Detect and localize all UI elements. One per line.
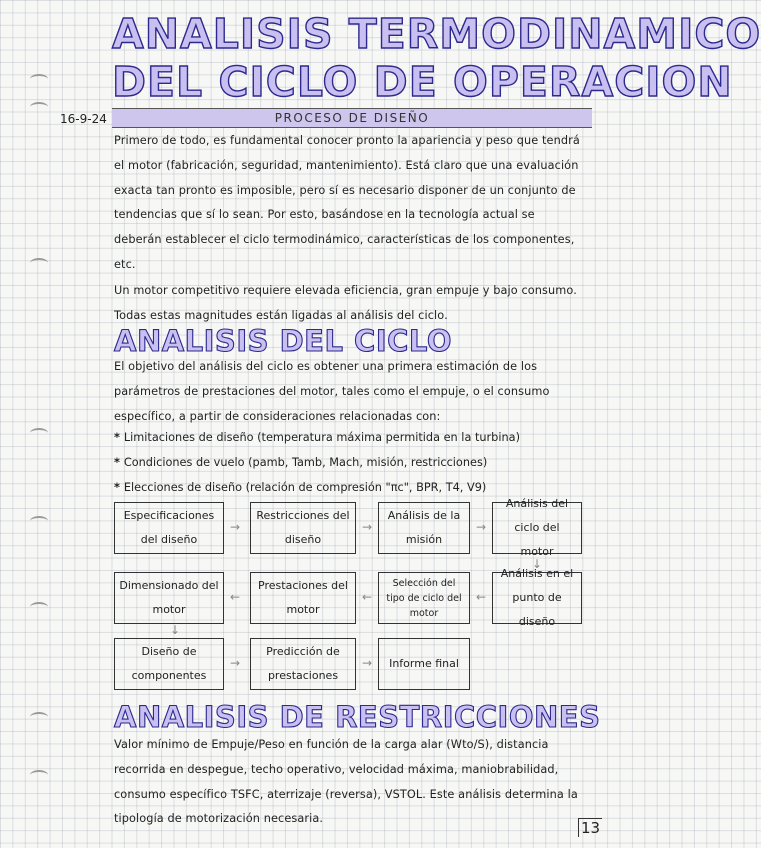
- page-title-line1: ANALISIS TERMODINAMICO: [112, 10, 761, 58]
- list-item: * Condiciones de vuelo (pamb, Tamb, Mach, misión, restricciones): [114, 451, 584, 476]
- section-subtitle: PROCESO DE DISEÑO: [112, 108, 592, 128]
- design-factors-list: [114, 426, 584, 500]
- arrow-right-icon: →: [362, 656, 373, 670]
- box-analisis-ciclo-motor: Análisis del ciclo del motor: [492, 502, 582, 554]
- binder-hole: [30, 712, 48, 722]
- list-item: * Elecciones de diseño (relación de compresión "πc", BPR, T4, V9): [114, 476, 584, 501]
- list-item: * Limitaciones de diseño (temperatura máxima permitida en la turbina): [114, 426, 584, 451]
- page-title-line2: DEL CICLO DE OPERACION: [112, 58, 733, 106]
- box-prediccion-prestaciones: Predicción de prestaciones: [250, 638, 356, 690]
- box-restricciones: Restricciones del diseño: [250, 502, 356, 554]
- intro-paragraph-2: Un motor competitivo requiere elevada eficiencia, gran empuje y bajo consumo. Todas estas magnitudes están ligadas al análisis del ciclo.: [114, 284, 577, 322]
- box-analisis-punto-diseno: Análisis en el punto de diseño: [492, 572, 582, 624]
- box-diseno-componentes: Diseño de componentes: [114, 638, 224, 690]
- binder-hole: [30, 770, 48, 780]
- box-seleccion-tipo-ciclo: Selección del tipo de ciclo del motor: [378, 572, 470, 624]
- heading-analisis-restricciones: ANALISIS DE RESTRICCIONES: [114, 700, 601, 734]
- binder-hole: [30, 428, 48, 438]
- arrow-down-icon: ↓: [532, 557, 543, 571]
- box-informe-final: Informe final: [378, 638, 470, 690]
- box-especificaciones: Especificaciones del diseño: [114, 502, 224, 554]
- binder-hole: [30, 602, 48, 612]
- arrow-right-icon: →: [362, 520, 373, 534]
- page-number: 13: [578, 818, 602, 837]
- heading-analisis-ciclo: ANALISIS DEL CICLO: [114, 324, 452, 358]
- arrow-right-icon: →: [476, 520, 487, 534]
- restricciones-paragraph: Valor mínimo de Empuje/Peso en función de la carga alar (Wto/S), distancia recorrida en despegue, techo operativo, velocidad máxima, maniobrabilidad, consumo específico TSFC, aterrizaje (reversa), VSTOL. Este análisis determina la tipología de motorización necesaria.: [114, 738, 578, 826]
- box-prestaciones-motor: Prestaciones del motor: [250, 572, 356, 624]
- binder-hole: [30, 258, 48, 268]
- binder-hole: [30, 516, 48, 526]
- arrow-left-icon: ←: [230, 590, 241, 604]
- date-label: 16-9-24: [60, 112, 107, 126]
- intro-paragraph: Primero de todo, es fundamental conocer pronto la apariencia y peso que tendrá el motor (fabricación, seguridad, mantenimiento). Está claro que una evaluación exacta tan pronto es imposible, pero sí es necesario disponer de un conjunto de tendencias que sí lo sean. Por esto, basándose en la tecnología actual se deberán establecer el ciclo termodinámico, características de los componentes, etc.: [114, 134, 580, 271]
- ciclo-paragraph: El objetivo del análisis del ciclo es obtener una primera estimación de los parámetros de prestaciones del motor, tales como el empuje, o el consumo específico, a partir de consideraciones relacionadas con:: [114, 360, 550, 423]
- binder-hole: [30, 102, 48, 112]
- arrow-left-icon: ←: [362, 590, 373, 604]
- box-analisis-mision: Análisis de la misión: [378, 502, 470, 554]
- arrow-right-icon: →: [230, 656, 241, 670]
- binder-hole: [30, 74, 48, 84]
- box-dimensionado-motor: Dimensionado del motor: [114, 572, 224, 624]
- arrow-down-icon: ↓: [170, 623, 181, 637]
- arrow-right-icon: →: [230, 520, 241, 534]
- arrow-left-icon: ←: [476, 590, 487, 604]
